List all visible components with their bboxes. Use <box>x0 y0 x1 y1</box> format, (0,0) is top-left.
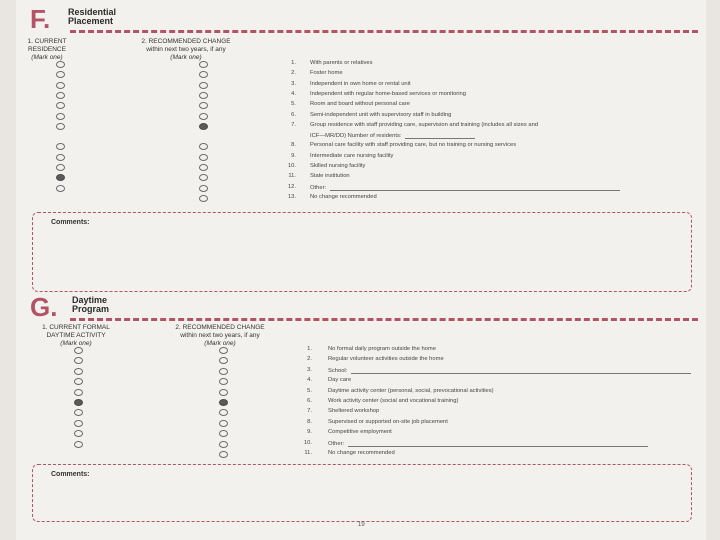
option-label-text: Competitive employment <box>328 429 392 436</box>
option-label <box>310 91 466 97</box>
option-number: 10. <box>287 163 296 169</box>
recommended-radio-bubble[interactable] <box>199 174 208 181</box>
residence-option-row <box>16 153 706 163</box>
option-label <box>328 440 648 447</box>
section-f-col1-header <box>20 38 74 61</box>
option-label <box>310 81 411 87</box>
option-label <box>328 408 379 414</box>
daytime-option-row <box>16 429 706 439</box>
current-radio-bubble[interactable] <box>56 61 65 68</box>
current-radio-bubble[interactable] <box>74 430 83 437</box>
fill-in-line[interactable] <box>351 367 691 374</box>
option-label-text: No change recommended <box>328 450 395 456</box>
residence-option-row <box>16 132 706 142</box>
residence-option-row <box>16 70 706 80</box>
option-number: 5. <box>307 387 312 394</box>
option-number: 2. <box>291 70 296 77</box>
option-label <box>328 388 494 394</box>
option-number: 7. <box>307 408 312 415</box>
section-f-letter: F. <box>30 4 51 34</box>
recommended-radio-bubble[interactable] <box>199 102 208 109</box>
option-label <box>328 450 395 456</box>
recommended-radio-bubble[interactable] <box>219 441 228 448</box>
daytime-option-row <box>16 367 706 377</box>
section-f-col2-line1: 2. RECOMMENDED CHANGE <box>141 38 231 45</box>
section-f-col2-mark: (Mark one) <box>170 53 202 61</box>
option-label-text: ICF—MR/DD) Number of residents: <box>310 133 402 140</box>
option-label-text: Supervised or supported on-site job placement <box>328 418 448 425</box>
daytime-option-row <box>16 377 706 387</box>
recommended-radio-bubble[interactable] <box>219 347 228 354</box>
residence-option-row <box>16 194 706 204</box>
recommended-radio-bubble[interactable] <box>199 71 208 78</box>
option-number: 9. <box>307 429 312 436</box>
current-radio-bubble[interactable] <box>56 154 65 161</box>
option-number: 11. <box>288 173 296 180</box>
current-radio-bubble[interactable] <box>56 123 65 130</box>
recommended-radio-bubble[interactable] <box>199 164 208 171</box>
section-f-col2-header <box>126 38 246 61</box>
option-label <box>328 377 351 383</box>
option-label <box>328 356 444 362</box>
option-label-text: Day care <box>328 377 352 384</box>
section-g-divider <box>70 318 698 321</box>
daytime-option-row <box>16 450 706 460</box>
current-radio-bubble[interactable] <box>74 441 83 448</box>
option-label <box>310 173 350 179</box>
option-label <box>310 153 393 159</box>
option-label <box>328 367 691 374</box>
option-label-text: Semi-independent unit with supervisory staff in building <box>310 111 452 118</box>
current-radio-bubble[interactable] <box>74 378 83 385</box>
recommended-radio-bubble[interactable] <box>219 430 228 437</box>
daytime-option-row <box>16 408 706 418</box>
current-radio-bubble[interactable] <box>56 102 65 109</box>
section-f-title <box>68 8 116 27</box>
section-f-col2-line2: within next two years, if any <box>146 45 226 53</box>
page-number: 19 <box>358 522 365 528</box>
section-f-col1-line2: RESIDENCE <box>28 45 66 53</box>
option-number: 8. <box>291 142 296 149</box>
residence-option-row <box>16 122 706 132</box>
fill-in-line[interactable] <box>348 440 648 447</box>
recommended-radio-bubble[interactable] <box>219 378 228 385</box>
option-label <box>328 346 436 352</box>
section-g-col2-line2: within next two years, if any <box>180 331 260 339</box>
current-radio-bubble[interactable] <box>56 143 65 150</box>
recommended-radio-bubble[interactable] <box>199 185 208 192</box>
option-label-text: School: <box>328 367 348 374</box>
section-g-col1-line1: 1. CURRENT FORMAL <box>42 324 110 331</box>
recommended-radio-bubble[interactable] <box>199 143 208 150</box>
section-g-comments-label: Comments: <box>51 471 90 478</box>
daytime-option-row <box>16 398 706 408</box>
option-label-text: No change recommended <box>310 193 377 200</box>
residence-option-row <box>16 101 706 111</box>
residence-option-row <box>16 173 706 183</box>
residence-option-row <box>16 142 706 152</box>
option-label <box>310 101 410 107</box>
option-label-text: With parents or relatives <box>310 60 373 66</box>
current-radio-bubble[interactable] <box>74 368 83 375</box>
option-number: 4. <box>307 377 312 384</box>
current-radio-bubble[interactable] <box>56 174 65 181</box>
option-label <box>310 132 475 139</box>
current-radio-bubble[interactable] <box>74 347 83 354</box>
option-number: 9. <box>291 152 296 159</box>
option-label <box>328 419 448 425</box>
section-g-col2-mark: (Mark one) <box>204 339 236 347</box>
residence-option-row <box>16 184 706 194</box>
option-number: 3. <box>307 366 312 373</box>
current-radio-bubble[interactable] <box>74 399 83 406</box>
option-number: 4. <box>291 90 296 97</box>
fill-in-line[interactable] <box>330 184 620 191</box>
section-f-col1-line1: 1. CURRENT <box>27 38 67 45</box>
current-radio-bubble[interactable] <box>74 420 83 427</box>
daytime-option-row <box>16 440 706 450</box>
recommended-radio-bubble[interactable] <box>199 113 208 120</box>
current-radio-bubble[interactable] <box>56 185 65 192</box>
option-label-text: Group residence with staff providing care, supervision and training (includes all sizes and <box>310 121 539 128</box>
form-page <box>16 0 706 540</box>
current-radio-bubble[interactable] <box>74 357 83 364</box>
recommended-radio-bubble[interactable] <box>219 409 228 416</box>
current-radio-bubble[interactable] <box>56 164 65 171</box>
section-f-col1-mark: (Mark one) <box>31 53 63 61</box>
option-number: 13. <box>287 193 296 200</box>
option-label-text: Independent in own home or rental unit <box>310 80 411 87</box>
option-label <box>328 398 458 404</box>
option-label-text: Personal care facility with staff providing care, but no training or nursing services <box>310 142 517 149</box>
daytime-option-row <box>16 346 706 356</box>
current-radio-bubble[interactable] <box>56 113 65 120</box>
recommended-radio-bubble[interactable] <box>219 420 228 427</box>
option-number: 11. <box>304 450 312 456</box>
section-g-comments-box[interactable] <box>32 464 692 522</box>
option-label-text: No formal daily program outside the home <box>328 346 436 352</box>
option-label-text: Skilled nursing facility <box>310 163 366 169</box>
option-label-text: Independent with regular home-based services or monitoring <box>310 90 466 97</box>
recommended-radio-bubble[interactable] <box>219 389 228 396</box>
current-radio-bubble[interactable] <box>56 92 65 99</box>
option-label-text: Regular volunteer activities outside the home <box>328 356 444 363</box>
option-label <box>310 142 516 148</box>
daytime-option-row <box>16 388 706 398</box>
option-number: 6. <box>291 111 296 118</box>
option-number: 12. <box>287 183 296 190</box>
daytime-option-row <box>16 356 706 366</box>
section-g-col1-header <box>26 324 126 347</box>
section-g-title-line2: Program <box>72 304 110 315</box>
section-f-title-line1: Residential <box>68 7 117 17</box>
recommended-radio-bubble[interactable] <box>219 399 228 406</box>
option-label <box>310 112 451 118</box>
option-label <box>310 194 377 200</box>
section-g-col1-line2: DAYTIME ACTIVITY <box>46 331 106 339</box>
option-number: 2. <box>307 356 312 363</box>
option-label <box>310 184 620 191</box>
recommended-radio-bubble[interactable] <box>199 123 208 130</box>
residence-option-row <box>16 60 706 70</box>
option-label-text: Foster home <box>310 70 343 77</box>
option-number: 7. <box>291 121 296 128</box>
option-label-text: Daytime activity center (personal, social, prevocational activities) <box>328 387 494 394</box>
recommended-radio-bubble[interactable] <box>219 368 228 375</box>
section-g-title <box>72 296 109 315</box>
residence-option-row <box>16 91 706 101</box>
recommended-radio-bubble[interactable] <box>219 357 228 364</box>
residence-option-row <box>16 112 706 122</box>
option-label-text: State institution <box>310 173 350 180</box>
option-number: 1. <box>291 60 296 66</box>
option-number: 10. <box>303 439 312 446</box>
fill-in-line[interactable] <box>405 132 475 139</box>
option-label-text: Other: <box>328 440 345 447</box>
option-number: 5. <box>291 101 296 108</box>
option-number: 3. <box>291 80 296 87</box>
current-radio-bubble[interactable] <box>56 82 65 89</box>
recommended-radio-bubble[interactable] <box>199 82 208 89</box>
section-g-title-line1: Daytime <box>72 295 108 305</box>
option-label-text: Work activity center (social and vocational training) <box>328 398 459 404</box>
option-label <box>310 60 373 66</box>
current-radio-bubble[interactable] <box>74 389 83 396</box>
residence-option-row <box>16 81 706 91</box>
option-label-text: Room and board without personal care <box>310 101 410 108</box>
section-f-title-line2: Placement <box>68 16 114 27</box>
current-radio-bubble[interactable] <box>56 71 65 78</box>
option-label-text: Intermediate care nursing facility <box>310 152 394 159</box>
recommended-radio-bubble[interactable] <box>219 451 228 458</box>
option-label <box>310 122 538 128</box>
current-radio-bubble[interactable] <box>74 409 83 416</box>
section-g-col2-header <box>150 324 290 347</box>
recommended-radio-bubble[interactable] <box>199 195 208 202</box>
option-label-text: Other: <box>310 184 327 191</box>
option-label <box>310 163 365 169</box>
section-g-col2-line1: 2. RECOMMENDED CHANGE <box>175 324 265 331</box>
recommended-radio-bubble[interactable] <box>199 92 208 99</box>
option-number: 8. <box>307 418 312 425</box>
daytime-option-row <box>16 419 706 429</box>
section-g-letter: G. <box>30 292 58 322</box>
option-label-text: Sheltered workshop <box>328 408 380 415</box>
residence-option-row <box>16 163 706 173</box>
section-f-comments-label: Comments: <box>51 219 90 226</box>
recommended-radio-bubble[interactable] <box>199 61 208 68</box>
section-g-col1-mark: (Mark one) <box>60 339 92 347</box>
option-label <box>310 70 343 76</box>
section-f-comments-box[interactable] <box>32 212 692 292</box>
recommended-radio-bubble[interactable] <box>199 154 208 161</box>
option-number: 1. <box>307 346 312 352</box>
option-label <box>328 429 392 435</box>
option-number: 6. <box>307 398 312 404</box>
section-f-divider <box>70 30 698 33</box>
